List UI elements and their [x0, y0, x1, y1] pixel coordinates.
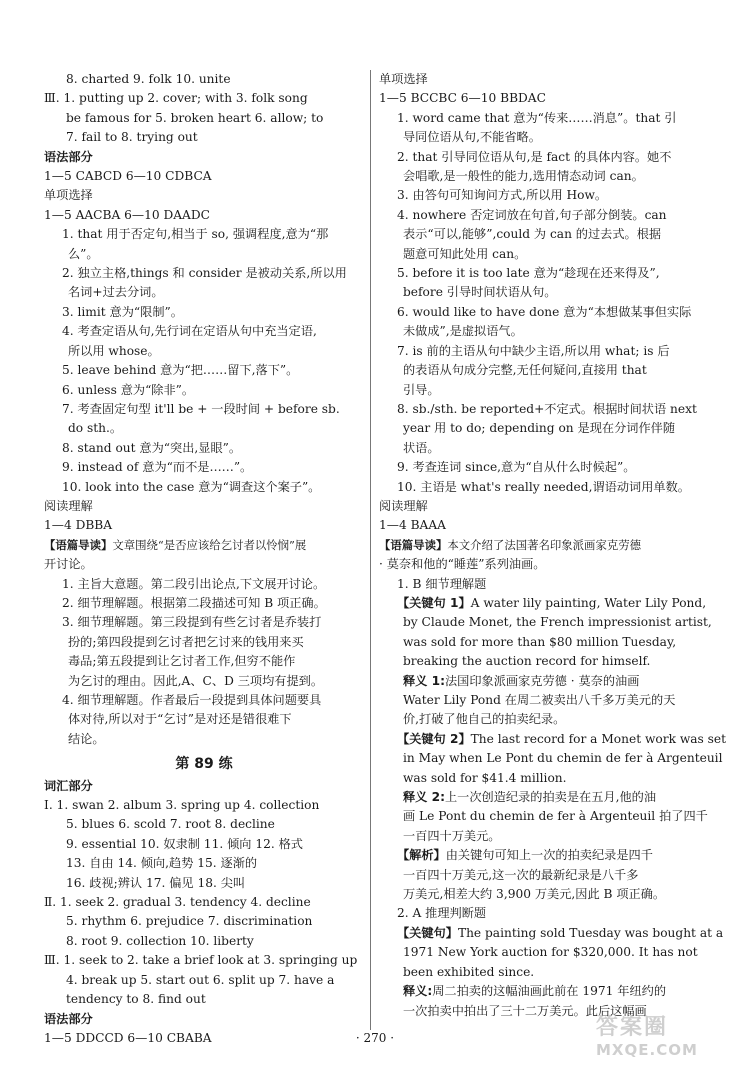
text-line: 1—4 DBBA: [44, 518, 113, 533]
text-line: 1. 主旨大意题。第二段引出论点,下文展开讨论。: [62, 576, 326, 591]
text-line: 7. is 前的主语从句中缺少主语,所以用 what; is 后: [397, 343, 670, 358]
text-line: · 莫奈和他的“睡莲”系列油画。: [379, 557, 546, 572]
text-line: 万美元,相差大约 3,900 万美元,因此 B 项正确。: [403, 887, 666, 902]
text-line: 5. blues 6. scold 7. root 8. decline: [66, 817, 275, 832]
text-line: 13. 自由 14. 倾向,趋势 15. 逐渐的: [66, 856, 258, 871]
text-line: 2. 独立主格,things 和 consider 是被动关系,所以用: [62, 266, 347, 281]
text-line: Ⅲ. 1. putting up 2. cover; with 3. folk song: [44, 91, 308, 106]
keyword-label: 【语篇导读】: [44, 537, 113, 552]
text-line: do sth.。: [68, 421, 123, 436]
text-line: Water Lily Pond 在周二被卖出八千多万美元的天: [403, 693, 676, 707]
text-line: 结论。: [68, 731, 105, 746]
text-line: Ⅱ. 1. seek 2. gradual 3. tendency 4. decline: [44, 895, 311, 910]
keyword-label: 释义:: [403, 984, 433, 999]
text-line: 画 Le Pont du chemin de fer à Argenteuil 拍了四千: [403, 809, 708, 824]
text-line: 3. 细节理解题。第三段提到有些乞讨者是乔装打: [62, 615, 322, 630]
text-line: 释义:周二拍卖的这幅油画此前在 1971 年纽约的: [403, 984, 667, 999]
text-line: 1—4 BAAA: [379, 518, 446, 533]
text-line: 所以用 whose。: [68, 343, 160, 358]
text-line: 一百四十万美元。: [403, 828, 501, 843]
keyword-label: 【语篇导读】: [379, 537, 448, 552]
text-line: 1—5 DDCCD 6—10 CBABA: [44, 1030, 212, 1045]
text-line: in May when Le Pont du chemin de fer à Argenteuil: [403, 751, 723, 766]
keyword-label: 【解析】: [397, 848, 446, 863]
text-line: 9. 考查连词 since,意为“自从什么时候起”。: [397, 460, 636, 475]
text-line: 阅读理解: [44, 498, 93, 513]
text-line: was sold for more than $80 million Tuesday,: [403, 634, 677, 649]
text-line: 6. unless 意为“除非”。: [62, 382, 195, 397]
text-line: 价,打破了他自己的拍卖纪录。: [403, 712, 566, 727]
text-line: 【语篇导读】文章围绕“是否应该给乞讨者以怜悯”展: [44, 537, 307, 552]
text-line: 10. look into the case 意为“调查这个案子”。: [62, 479, 321, 494]
text-line: 4. nowhere 否定词放在句首,句子部分倒装。can: [397, 207, 667, 222]
text-line: 8. root 9. collection 10. liberty: [66, 933, 254, 948]
keyword-label: 【关键句 1】: [397, 595, 471, 610]
text-line: 为乞讨的理由。因此,A、C、D 三项均有提到。: [68, 673, 324, 688]
text-line: 单项选择: [379, 72, 428, 86]
text-line: 会唱歌,是一般性的能力,选用情态动词 can。: [403, 169, 644, 184]
text-line: 释义 1:法国印象派画家克劳德 · 莫奈的油画: [403, 673, 640, 688]
section-heading: 语法部分: [44, 1011, 93, 1026]
text-line: 3. 由答句可知询问方式,所以用 How。: [397, 188, 608, 203]
text-line: 么”。: [68, 246, 99, 261]
text-line: 16. 歧视;辨认 17. 偏见 18. 尖叫: [66, 875, 246, 890]
section-heading: 语法部分: [44, 149, 93, 164]
keyword-label: 【关键句 2】: [397, 731, 471, 746]
text-line: 8. stand out 意为“突出,显眼”。: [62, 440, 242, 455]
right-column: [379, 70, 727, 1021]
text-line: 1—5 CABCD 6—10 CDBCA: [44, 169, 212, 184]
text-line: 【关键句 2】The last record for a Monet work was set: [397, 731, 727, 746]
text-line: 10. 主语是 what's really needed,谓语动词用单数。: [397, 479, 690, 494]
text-line: 扮的;第四段提到乞讨者把乞讨来的钱用来买: [68, 634, 304, 649]
text-line: Ⅰ. 1. swan 2. album 3. spring up 4. collection: [44, 798, 320, 813]
text-line: by Claude Monet, the French impressionist artist,: [403, 615, 712, 630]
text-line: 6. would like to have done 意为“本想做某事但实际: [397, 304, 692, 319]
text-line: 9. instead of 意为“而不是……”。: [62, 460, 253, 475]
keyword-label: 释义 1:: [403, 673, 445, 688]
text-line: 5. before it is too late 意为“趁现在还来得及”,: [397, 266, 660, 281]
text-line: 4. break up 5. start out 6. split up 7. have a: [66, 972, 335, 987]
text-line: 7. fail to 8. trying out: [66, 130, 198, 145]
watermark-text: 答案圈: [596, 1015, 669, 1040]
text-line: 2. 细节理解题。根据第二段描述可知 B 项正确。: [62, 595, 326, 610]
text-line: 1—5 BCCBC 6—10 BBDAC: [379, 91, 546, 106]
text-line: 释义 2:上一次创造纪录的拍卖是在五月,他的油: [403, 790, 657, 805]
text-line: 一百四十万美元,这一次的最新纪录是八千多: [403, 867, 639, 882]
text-line: breaking the auction record for himself.: [403, 654, 651, 669]
text-line: be famous for 5. broken heart 6. allow; to: [66, 110, 324, 125]
text-line: 引导。: [403, 382, 440, 397]
text-line: 的表语从句成分完整,无任何疑问,直接用 that: [403, 363, 647, 378]
text-line: 1—5 AACBA 6—10 DAADC: [44, 207, 210, 222]
text-line: year 用 to do; depending on 是现在分词作伴随: [403, 421, 676, 436]
left-column: [44, 70, 364, 1048]
text-line: 【关键句】The painting sold Tuesday was bought at a: [397, 925, 724, 940]
text-line: 未做成”,是虚拟语气。: [403, 324, 523, 339]
text-line: 4. 考查定语从句,先行词在定语从句中充当定语,: [62, 324, 317, 339]
text-line: 【关键句 1】A water lily painting, Water Lily Pond,: [397, 595, 707, 610]
text-line: 9. essential 10. 奴隶制 11. 倾向 12. 格式: [66, 836, 303, 851]
text-line: before 引导时间状语从句。: [403, 285, 557, 300]
column-divider: [370, 70, 371, 1030]
text-line: 2. A 推理判断题: [397, 906, 487, 921]
text-line: Ⅲ. 1. seek to 2. take a brief look at 3. springing up: [44, 953, 358, 968]
text-line: was sold for $41.4 million.: [403, 770, 567, 785]
text-line: 4. 细节理解题。作者最后一段提到具体问题要具: [62, 693, 322, 707]
text-line: 1. that 用于否定句,相当于 so, 强调程度,意为“那: [62, 227, 329, 242]
text-line: 【解析】由关键句可知上一次的拍卖纪录是四千: [397, 848, 653, 863]
text-line: 一次拍卖中拍出了三十二万美元。此后这幅画: [403, 1003, 647, 1018]
text-line: 1. B 细节理解题: [397, 576, 487, 591]
text-line: 1. word came that 意为“传来……消息”。that 引: [397, 110, 677, 125]
text-line: been exhibited since.: [403, 964, 535, 979]
text-line: 1971 New York auction for $320,000. It has not: [403, 945, 698, 960]
text-line: 导同位语从句,不能省略。: [403, 130, 541, 145]
text-line: 状语。: [403, 440, 440, 455]
text-line: 题意可知此处用 can。: [403, 246, 527, 261]
text-line: 【语篇导读】本文介绍了法国著名印象派画家克劳德: [379, 537, 642, 552]
text-line: 单项选择: [44, 188, 93, 203]
watermark-url: MXQE.COM: [596, 1041, 698, 1059]
watermark-logo: [596, 1010, 744, 1068]
section-heading: 第 89 练: [175, 756, 233, 773]
text-line: 开讨论。: [44, 557, 93, 572]
text-line: 体对待,所以对于“乞讨”是对还是错很难下: [68, 712, 292, 727]
text-line: 5. rhythm 6. prejudice 7. discrimination: [66, 914, 313, 929]
keyword-label: 【关键句】: [397, 925, 458, 940]
text-line: 阅读理解: [379, 498, 428, 513]
text-line: 7. 考查固定句型 it'll be + 一段时间 + before sb.: [62, 401, 340, 416]
text-line: 5. leave behind 意为“把……留下,落下”。: [62, 363, 299, 378]
text-line: 毒品;第五段提到让乞讨者工作,但穷不能作: [68, 654, 296, 669]
keyword-label: 释义 2:: [403, 790, 445, 805]
section-heading: 词汇部分: [44, 778, 93, 793]
text-line: 8. charted 9. folk 10. unite: [66, 72, 231, 86]
page-number: · 270 ·: [355, 1031, 395, 1045]
text-line: 8. sb./sth. be reported+不定式。根据时间状语 next: [397, 401, 697, 416]
text-line: 表示“可以,能够”,could 为 can 的过去式。根据: [403, 227, 662, 242]
text-line: tendency to 8. find out: [66, 992, 206, 1007]
text-line: 名词+过去分词。: [68, 285, 164, 300]
text-line: 3. limit 意为“限制”。: [62, 304, 183, 319]
text-line: 2. that 引导同位语从句,是 fact 的具体内容。她不: [397, 149, 672, 164]
